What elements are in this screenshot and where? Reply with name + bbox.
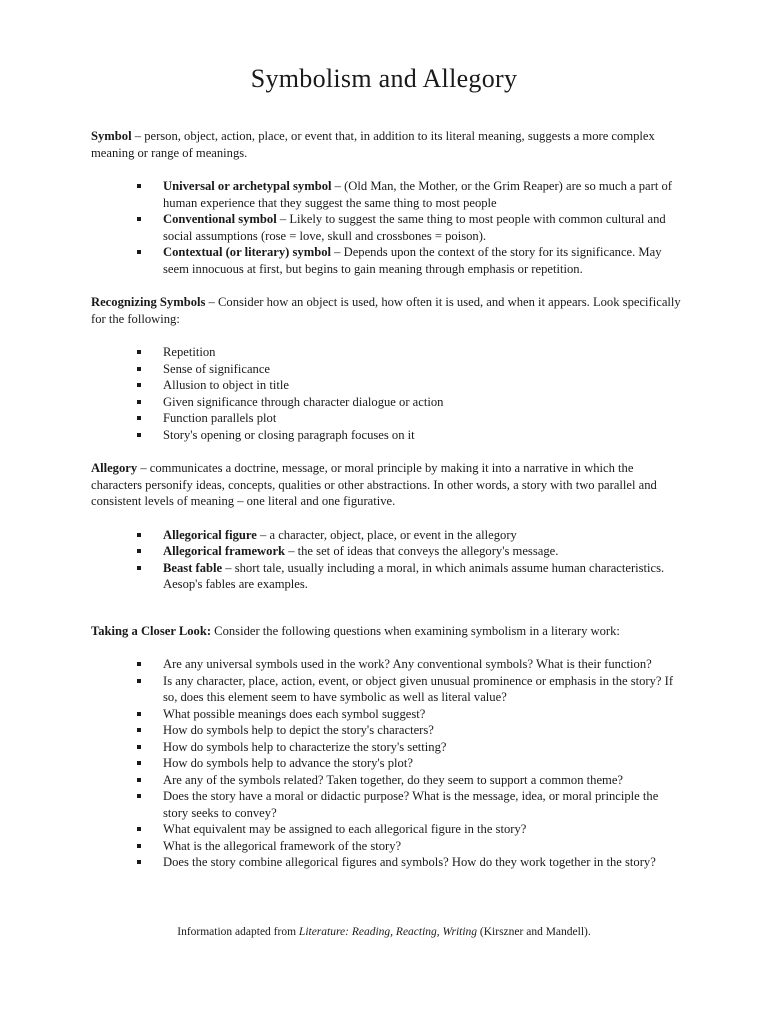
closer-look-intro: Taking a Closer Look: Consider the following questions when examining symbolism in a literary work: [91,623,620,638]
list-item: Does the story have a moral or didactic purpose? What is the message, idea, or moral principle the story seeks to convey? [163,788,681,821]
allegory-term: Allegory [91,461,138,475]
list-item: Given significance through character dialogue or action [163,394,681,411]
list-item: Function parallels plot [163,410,681,427]
document-body [91,128,681,871]
closer-look-list [91,656,681,871]
list-item: What possible meanings does each symbol suggest? [163,706,681,723]
list-item: Are any universal symbols used in the work? Any conventional symbols? What is their function? [163,656,681,673]
list-item: Allegorical figure – a character, object, place, or event in the allegory [163,527,681,544]
recognizing-symbols-definition: Recognizing Symbols – Consider how an object is used, how often it is used, and when it appears. Look specifically for the following: [91,295,681,326]
allegory-definition: Allegory – communicates a doctrine, message, or moral principle by making it into a narrative in which the characters personify ideas, concepts, qualities or other abstractions. In other words, a story with two parallel and consistent levels of meaning – one literal and one figurative. [91,461,657,508]
list-item: How do symbols help to advance the story's plot? [163,755,681,772]
list-item: Allegorical framework – the set of ideas that conveys the allegory's message. [163,543,681,560]
list-item: Sense of significance [163,361,681,378]
list-item: What equivalent may be assigned to each allegorical figure in the story? [163,821,681,838]
book-title: Literature: Reading, Reacting, Writing [298,926,478,938]
list-item: Universal or archetypal symbol – (Old Man, the Mother, or the Grim Reaper) are so much a part of human experience that they suggest the same thing to most people [163,178,681,211]
list-item: Repetition [163,344,681,361]
list-item: Does the story combine allegorical figures and symbols? How do they work together in the story? [163,854,681,871]
symbol-types-list [91,178,681,277]
source-citation: Information adapted from Literature: Reading, Reacting, Writing (Kirszner and Mandell). [177,926,591,938]
list-item: Story's opening or closing paragraph focuses on it [163,427,681,444]
symbol-term: Symbol [91,129,132,143]
list-item: Are any of the symbols related? Taken together, do they seem to support a common theme? [163,772,681,789]
recognizing-term: Recognizing Symbols [91,295,206,309]
allegory-list [91,527,681,593]
list-item: Conventional symbol – Likely to suggest the same thing to most people with common cultural and social assumptions (rose = love, skull and crossbones = poison). [163,211,681,244]
recognizing-list [91,344,681,443]
page-title: Symbolism and Allegory [250,64,518,93]
closer-look-term: Taking a Closer Look: [91,623,212,638]
list-item: Contextual (or literary) symbol – Depends upon the context of the story for its significance. May seem innocuous at first, but begins to gain meaning through emphasis or repetition. [163,244,681,277]
list-item: Allusion to object in title [163,377,681,394]
list-item: What is the allegorical framework of the story? [163,838,681,855]
list-item: How do symbols help to characterize the story's setting? [163,739,681,756]
list-item: How do symbols help to depict the story's characters? [163,722,681,739]
symbol-definition: Symbol – person, object, action, place, or event that, in addition to its literal meaning, suggests a more complex meaning or range of meanings. [91,129,655,160]
list-item: Is any character, place, action, event, or object given unusual prominence or emphasis in the story? If so, does this element seem to have symbolic as well as literal value? [163,673,681,706]
list-item: Beast fable – short tale, usually including a moral, in which animals assume human characteristics. Aesop's fables are examples. [163,560,681,593]
